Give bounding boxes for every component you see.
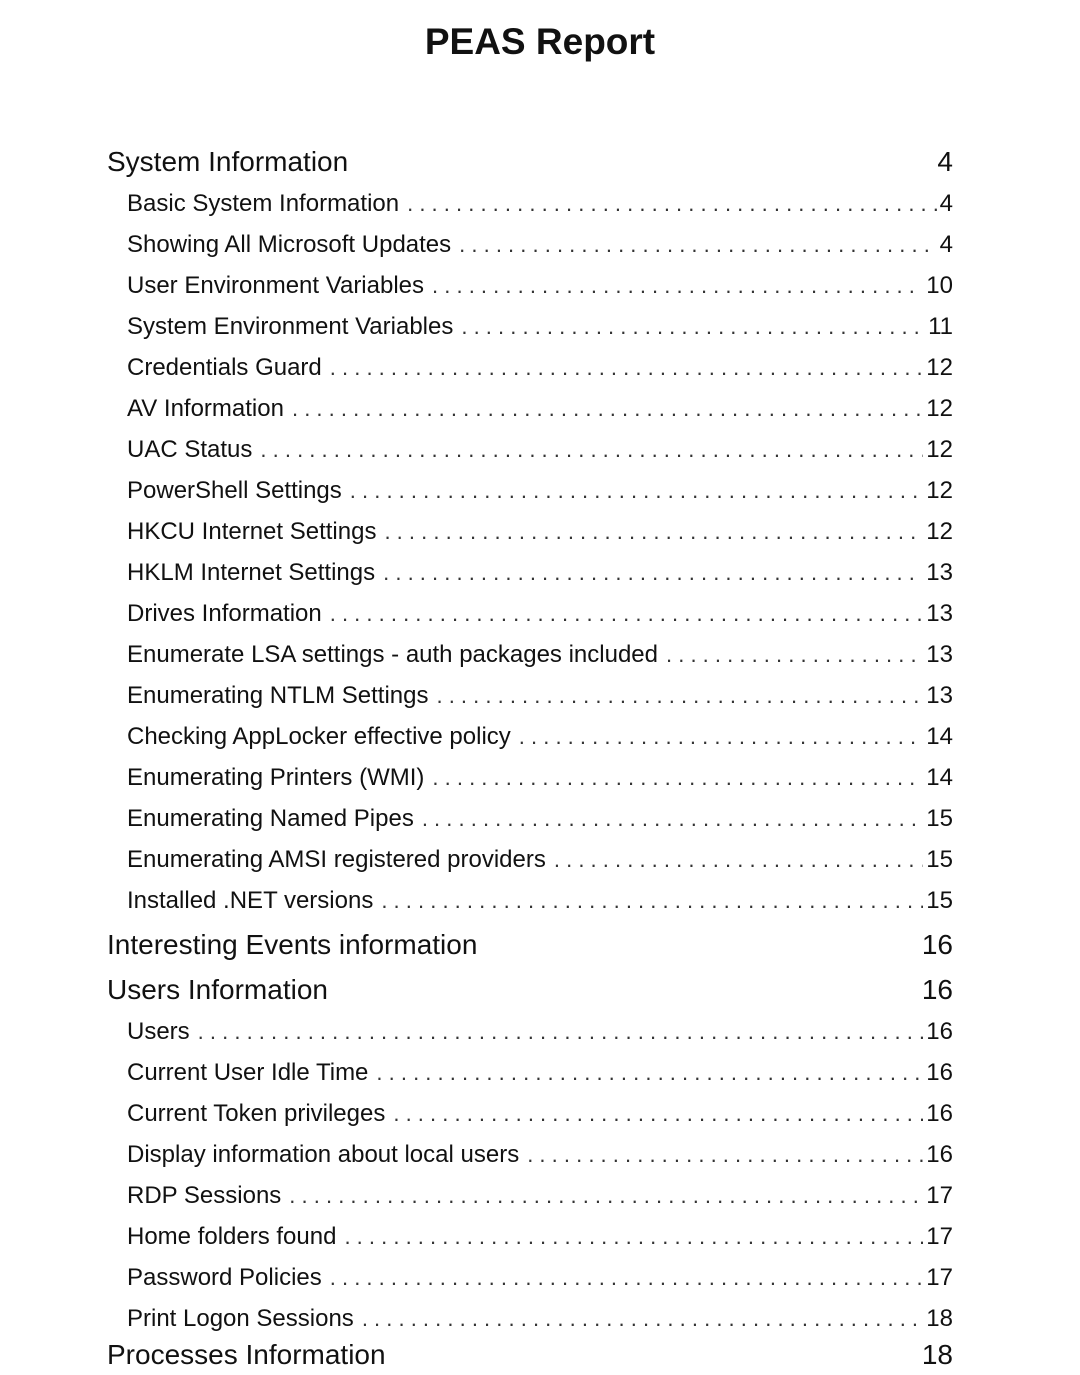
toc-entry-label: Users — [127, 1018, 190, 1045]
dot-leader — [422, 804, 923, 834]
toc-entry-label: AV Information — [127, 395, 284, 422]
toc-page-number: 15 — [926, 887, 953, 914]
toc-entry-label: RDP Sessions — [127, 1182, 282, 1209]
dot-leader — [330, 353, 924, 383]
toc-entry-label: Enumerate LSA settings - auth packages included — [127, 641, 658, 668]
toc-page-number: 12 — [926, 436, 953, 463]
toc-page-number: 10 — [926, 272, 953, 299]
toc-page-number: 16 — [921, 974, 953, 1005]
dot-leader — [666, 640, 923, 670]
toc-page-number: 15 — [926, 846, 953, 873]
toc-page-number: 4 — [939, 231, 953, 258]
toc-entry-label: Credentials Guard — [127, 354, 322, 381]
dot-leader — [330, 599, 924, 629]
dot-leader — [330, 1263, 924, 1293]
dot-leader — [383, 558, 923, 588]
toc-page-number: 11 — [928, 313, 953, 340]
page-title: PEAS Report — [424, 21, 656, 62]
toc-entry[interactable] — [107, 517, 953, 547]
toc-entry[interactable] — [107, 1017, 953, 1047]
toc-entry-label: Current Token privileges — [127, 1100, 386, 1127]
toc-section-label: Users Information — [107, 974, 328, 1005]
toc-entry[interactable] — [107, 1304, 953, 1334]
toc-section-label: Interesting Events information — [107, 929, 478, 960]
toc-entry[interactable] — [107, 476, 953, 506]
toc-page-number: 12 — [926, 395, 953, 422]
toc-entry[interactable] — [107, 640, 953, 670]
toc-entry-label: PowerShell Settings — [127, 477, 342, 504]
dot-leader — [519, 722, 924, 752]
toc-page-number: 13 — [926, 559, 953, 586]
toc-section-label: Processes Information — [107, 1339, 386, 1370]
toc-entry[interactable] — [107, 394, 953, 424]
toc-entry[interactable] — [107, 1058, 953, 1088]
toc-page-number: 18 — [926, 1305, 953, 1332]
toc-page-number: 17 — [926, 1223, 953, 1250]
toc-entry-label: Current User Idle Time — [127, 1059, 369, 1086]
dot-leader — [407, 189, 937, 219]
toc-entry-label: Home folders found — [127, 1223, 337, 1250]
toc-entry-label: UAC Status — [127, 436, 253, 463]
dot-leader — [362, 1304, 923, 1334]
dot-leader — [289, 1181, 923, 1211]
toc-entry[interactable] — [107, 1222, 953, 1252]
toc-page-number: 12 — [926, 518, 953, 545]
toc-entry[interactable] — [107, 722, 953, 752]
toc-page-number: 17 — [926, 1264, 953, 1291]
dot-leader — [381, 886, 923, 916]
toc-entry[interactable] — [107, 1263, 953, 1293]
toc-page-number: 16 — [926, 1059, 953, 1086]
toc-entry[interactable] — [107, 271, 953, 301]
dot-leader — [461, 312, 925, 342]
dot-leader — [432, 271, 923, 301]
toc-entry-label: Enumerating Named Pipes — [127, 805, 414, 832]
toc-entry-label: HKCU Internet Settings — [127, 518, 377, 545]
toc-entry-label: HKLM Internet Settings — [127, 559, 376, 586]
dot-leader — [384, 517, 923, 547]
toc-entry-label: Showing All Microsoft Updates — [127, 231, 452, 258]
toc-page-number: 14 — [926, 723, 953, 750]
toc-page-number: 16 — [926, 1100, 953, 1127]
toc-page-number: 16 — [921, 929, 953, 960]
dot-leader — [554, 845, 923, 875]
toc-entry[interactable] — [107, 312, 953, 342]
toc-entry-label: Basic System Information — [127, 190, 400, 217]
toc-entry[interactable] — [107, 558, 953, 588]
toc-entry[interactable] — [107, 189, 953, 219]
toc-entry[interactable] — [107, 599, 953, 629]
toc-entry[interactable] — [107, 804, 953, 834]
toc-page-number: 4 — [939, 190, 953, 217]
toc-entry-label: User Environment Variables — [127, 272, 425, 299]
toc-page-number: 16 — [926, 1018, 953, 1045]
toc-section[interactable] — [107, 927, 953, 963]
toc-page-number: 4 — [937, 146, 953, 177]
toc-entry[interactable] — [107, 353, 953, 383]
toc-entry[interactable] — [107, 886, 953, 916]
toc-entry[interactable] — [107, 845, 953, 875]
dot-leader — [393, 1099, 923, 1129]
toc-entry-label: Enumerating Printers (WMI) — [127, 764, 425, 791]
dot-leader — [436, 681, 923, 711]
toc-entry[interactable] — [107, 681, 953, 711]
toc-page-number: 13 — [926, 682, 953, 709]
dot-leader — [527, 1140, 923, 1170]
dot-leader — [292, 394, 923, 424]
toc-entry[interactable] — [107, 1181, 953, 1211]
toc-entry[interactable] — [107, 230, 953, 260]
toc-section[interactable] — [107, 144, 953, 180]
toc-entry-label: Enumerating NTLM Settings — [127, 682, 429, 709]
toc-entry-label: Display information about local users — [127, 1141, 520, 1168]
toc-page-number: 18 — [921, 1339, 953, 1370]
toc-page-number: 12 — [926, 354, 953, 381]
toc-entry-label: Password Policies — [127, 1264, 322, 1291]
toc-entry[interactable] — [107, 1099, 953, 1129]
toc-page-number: 13 — [926, 641, 953, 668]
toc-entry[interactable] — [107, 763, 953, 793]
toc-page-number: 12 — [926, 477, 953, 504]
dot-leader — [376, 1058, 923, 1088]
toc-section[interactable] — [107, 1337, 953, 1373]
toc-entry-label: Print Logon Sessions — [127, 1305, 354, 1332]
toc-page-number: 16 — [926, 1141, 953, 1168]
toc-entry-label: System Environment Variables — [127, 313, 454, 340]
toc-page-number: 13 — [926, 600, 953, 627]
toc-entry[interactable] — [107, 1140, 953, 1170]
dot-leader — [198, 1017, 924, 1047]
toc-section-label: System Information — [107, 146, 349, 177]
dot-leader — [344, 1222, 923, 1252]
toc-entry[interactable] — [107, 435, 953, 465]
toc-section[interactable] — [107, 972, 953, 1008]
toc-entry-label: Enumerating AMSI registered providers — [127, 846, 546, 873]
dot-leader — [432, 763, 923, 793]
toc-entry-label: Drives Information — [127, 600, 322, 627]
dot-leader — [260, 435, 923, 465]
toc-page-number: 15 — [926, 805, 953, 832]
dot-leader — [350, 476, 924, 506]
toc-entry-label: Checking AppLocker effective policy — [127, 723, 511, 750]
dot-leader — [459, 230, 936, 260]
toc-page-number: 17 — [926, 1182, 953, 1209]
toc-entry-label: Installed .NET versions — [127, 887, 374, 914]
toc-page-number: 14 — [926, 764, 953, 791]
